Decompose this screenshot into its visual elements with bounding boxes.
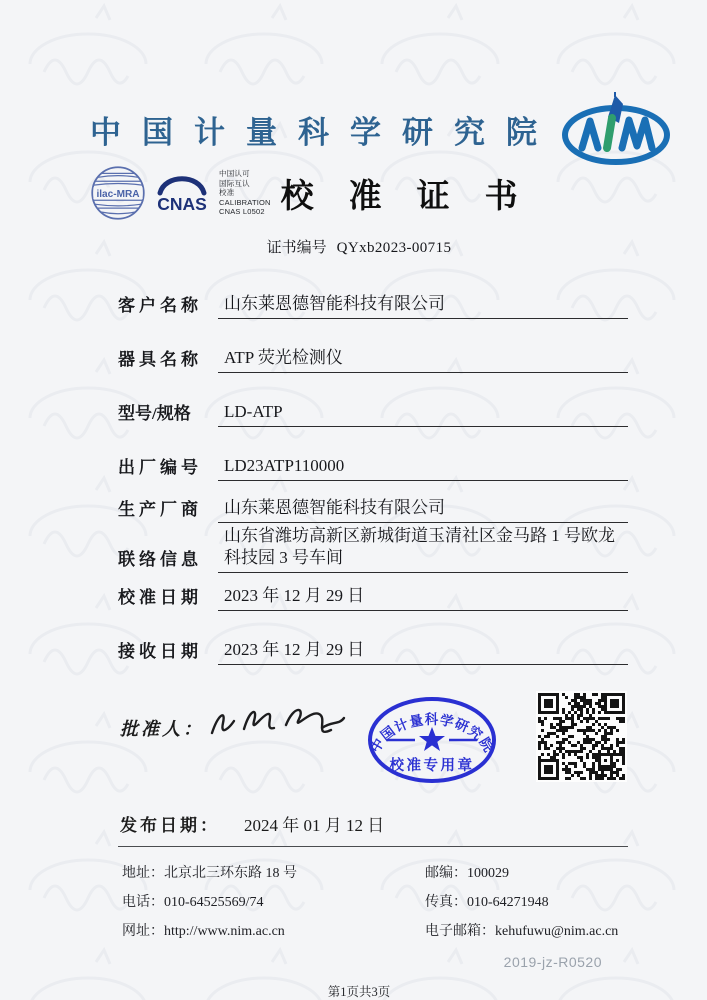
field-value: 山东莱恩德智能科技有限公司 xyxy=(218,497,628,523)
field-label: 出厂编号 xyxy=(118,458,202,477)
email-label: 电子邮箱： xyxy=(425,923,495,939)
approval-stamp xyxy=(366,695,498,785)
svg-text:ilac-MRA: ilac-MRA xyxy=(96,188,140,200)
certificate-title: 校准证书 xyxy=(280,178,553,215)
svg-text:CNAS: CNAS xyxy=(157,194,207,214)
document-code: 2019-jz-R0520 xyxy=(503,954,602,970)
zip-value: 100029 xyxy=(467,865,509,881)
phone-value: 010-64525569/74 xyxy=(164,894,264,910)
qr-code xyxy=(536,691,627,782)
field-row-receive-date xyxy=(118,637,628,665)
certificate-number-row xyxy=(90,236,628,257)
field-row-customer-name xyxy=(118,291,628,319)
certificate-number-label: 证书编号 xyxy=(266,240,327,256)
stamp-bottom-text: 校准专用章 xyxy=(389,758,475,774)
footer-line-phone xyxy=(122,886,628,915)
header xyxy=(90,92,628,166)
field-row-contact-info xyxy=(118,525,628,573)
footer-line-address xyxy=(122,857,628,886)
address-label: 地址： xyxy=(122,865,164,881)
field-label: 接收日期 xyxy=(118,642,202,661)
field-label: 器具名称 xyxy=(118,350,202,369)
field-value: 2023 年 12 月 29 日 xyxy=(218,585,628,611)
title-row xyxy=(90,162,628,224)
cnas-logo-icon xyxy=(152,169,212,217)
fields-section xyxy=(90,291,628,665)
approver-label: 批准人： xyxy=(120,719,204,739)
field-value: LD23ATP110000 xyxy=(218,455,628,481)
cnas-accreditation-text xyxy=(219,169,271,217)
fax-label: 传真： xyxy=(425,894,467,910)
stamp-top-text: 中国计量科学研究院 xyxy=(367,712,497,756)
footer-contact xyxy=(122,857,628,944)
field-label: 客户名称 xyxy=(118,296,202,315)
field-value: ATP 荧光检测仪 xyxy=(218,347,628,373)
address-value: 北京北三环东路 18 号 xyxy=(164,865,297,881)
certificate-content xyxy=(0,92,707,1000)
field-row-model xyxy=(118,399,628,427)
field-label: 生产厂商 xyxy=(118,500,202,519)
issue-date-value: 2024 年 01 月 12 日 xyxy=(244,816,385,835)
field-row-manufacturer xyxy=(118,495,628,523)
zip-label: 邮编： xyxy=(425,865,467,881)
cnas-line: CALIBRATION xyxy=(219,197,271,207)
field-value: LD-ATP xyxy=(218,401,628,427)
field-value: 2023 年 12 月 29 日 xyxy=(218,639,628,665)
fax-value: 010-64271948 xyxy=(467,894,549,910)
field-label: 联络信息 xyxy=(118,550,202,569)
approver-signature xyxy=(202,697,352,751)
field-row-instrument-name xyxy=(118,345,628,373)
issue-date-row xyxy=(120,811,628,836)
field-row-calibration-date xyxy=(118,583,628,611)
cnas-line: CNAS L0502 xyxy=(219,207,265,217)
footer-divider xyxy=(118,846,628,847)
certificate-number: QYxb2023-00715 xyxy=(336,240,452,256)
issue-date-label: 发布日期： xyxy=(120,816,220,835)
web-value: http://www.nim.ac.cn xyxy=(164,923,285,939)
field-label: 校准日期 xyxy=(118,588,202,607)
cnas-line: 校准 xyxy=(219,188,235,198)
page-number: 第1页共3页 xyxy=(327,985,391,999)
cnas-line: 国际互认 xyxy=(219,178,250,188)
web-label: 网址： xyxy=(122,923,164,939)
footer-line-web xyxy=(122,915,628,944)
field-row-serial-number xyxy=(118,453,628,481)
approval-section xyxy=(90,691,628,795)
nim-logo-icon xyxy=(558,91,674,167)
phone-label: 电话： xyxy=(122,894,164,910)
email-value: kehufuwu@nim.ac.cn xyxy=(495,923,619,939)
org-name: 中国计量科学研究院 xyxy=(90,114,558,150)
field-value: 山东莱恩德智能科技有限公司 xyxy=(218,293,628,319)
field-value: 山东省潍坊高新区新城街道玉清社区金马路 1 号欧龙科技园 3 号车间 xyxy=(218,525,628,573)
field-label: 型号/规格 xyxy=(118,404,191,423)
ilac-mra-logo-icon xyxy=(90,164,146,222)
cnas-line: 中国认可 xyxy=(219,169,250,179)
